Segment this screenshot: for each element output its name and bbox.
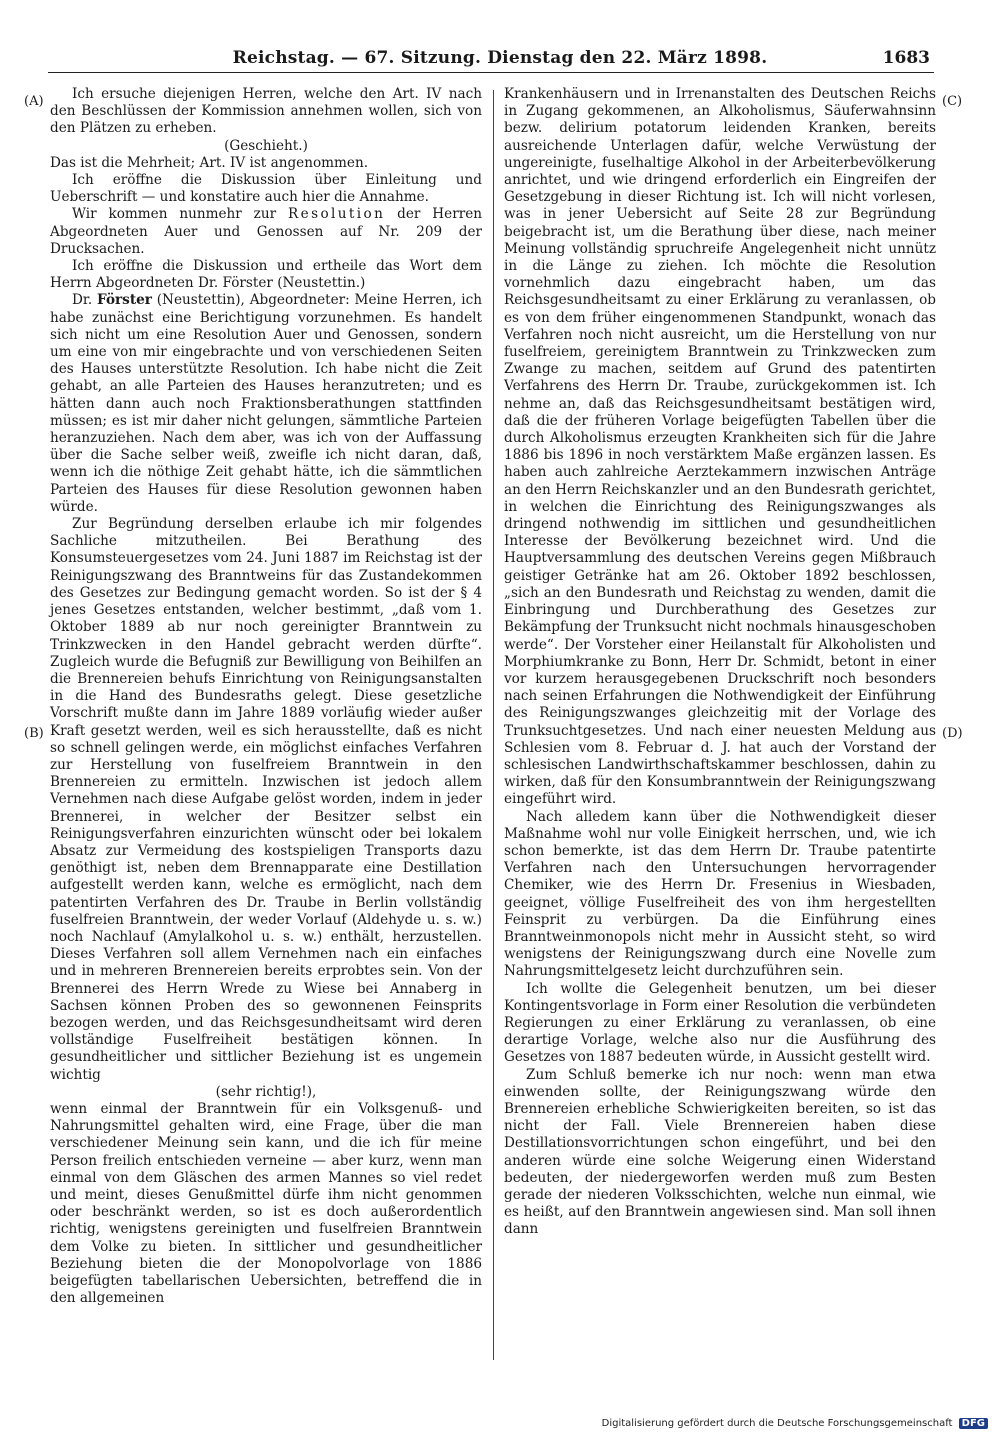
interjection: (sehr richtig!), (215, 1083, 317, 1100)
paragraph: Nach alledem kann über die Nothwendigkeit dieser Maßnahme wohl nur volle Einigkeit herrschen, und, wie ich schon bemerkte, ist das dem Herrn Dr. Traube patentirte Verfahren nach den Untersuchungen hervorragender Chemiker, wie des Herrn Dr. Fresenius in Wiesbaden, geeignet, völlige Fuselfreiheit des von ihm hergestellten Feinsprit zu verbürgen. Da die Einführung eines Branntweinmonopols nicht mehr in Aussicht steht, so wird wenigstens der Reinigungszwang durch eine Novelle zum Nahrungsmittelgesetz leicht durchzuführen sein. (504, 808, 936, 980)
margin-marker-d: (D) (942, 726, 963, 741)
page-number: 1683 (882, 48, 930, 68)
margin-marker-a: (A) (24, 94, 44, 109)
paragraph: Zur Begründung derselben erlaube ich mir folgendes Sachliche mitzutheilen. Bei Berathung des Konsumsteuergesetzes vom 24. Juni 1887 im Reichstag ist der Reinigungszwang des Branntweins für das Zustandekommen des Gesetzes zur Bedingung gemacht worden. So ist der § 4 jenes Gesetzes entstanden, welcher bestimmt, „daß vom 1. Oktober 1889 ab nur noch gereinigter Branntwein zu Trinkzwecken in den Handel gebracht werden dürfte“. Zugleich wurde die Befugniß zur Bewilligung von Beihilfen an die Brennereien behufs Einrichtung von Reinigungsanstalten in die Hand des Bundesraths gelegt. Diese gesetzliche Vorschrift mußte dann im Jahre 1889 vorläufig wieder außer Kraft gesetzt werden, weil es sich herausstellte, daß es nicht so schnell gelingen werde, ein möglichst einfaches Verfahren zur Herstellung von fuselfreiem Branntwein in den Brennereien zu ermitteln. Inzwischen ist jedoch allem Vernehmen nach diese Aufgabe gelöst worden, indem in jeder Brennerei, in welcher der Besitzer selbst ein Reinigungsverfahren einzurichten wünscht oder bei lokalem Absatz zur Vermeidung des kostspieligen Transports dazu genöthigt ist, neben dem Brennapparate eine Destillation aufgestellt werden kann, welche es ermöglicht, nach dem patentirten Verfahren des Dr. Traube in Berlin vollständig fuselfreien Branntwein, der weder Vorlauf (Aldehyde u. s. w.) noch Nachlauf (Amylalkohol u. s. w.) enthält, herzustellen. Dieses Verfahren soll allem Vernehmen nach ein einfaches und in mehreren Brennereien bereits erprobtes sein. Von der Brennerei des Herrn Wrede zu Wiese bei Annaberg in Sachsen können Proben des so gewonnenen Feinsprits bezogen werden, und das Reichsgesundheitsamt wird deren vollständige Fuselfreiheit bestätigen können. In gesundheitlicher und sittlicher Beziehung ist es ungemein wichtig (50, 516, 482, 1083)
speaker-name: Förster (97, 292, 152, 309)
text-run: Wir kommen nunmehr zur (72, 206, 288, 223)
paragraph: wenn einmal der Branntwein für ein Volksgenuß- und Nahrungsmittel gehalten wird, eine Frage, über die man verschiedener Meinung sein kann, und die ich für meine Person freilich entschieden verneine — aber kurz, wenn man einmal von dem Gläschen des armen Mannes so viel redet und meint, dieses Genußmittel dürfe ihm nicht genommen oder beschränkt werden, so ist es doch außerordentlich richtig, wenigstens gereinigten und fuselfreien Branntwein dem Volke zu bieten. In sittlicher und gesundheitlicher Beziehung bieten die der Monopolvorlage von 1886 beigefügten tabellarischen Uebersichten, betreffend die in den allgemeinen (50, 1100, 482, 1307)
left-column (50, 86, 482, 1307)
paragraph: Krankenhäusern und in Irrenanstalten des Deutschen Reichs in Zugang gekommenen, an Alkoholismus, Säuferwahnsinn bezw. delirium potatorum leidenden Kranken, bereits ausreichende Unterlagen dafür, welche Verwüstung der ungereinigte, fuselhaltige Alkohol in der Arbeiterbevölkerung anrichtet, und wie dringend erforderlich ein Eingreifen der Gesetzgebung in dieser Richtung ist. Ich will nicht vorlesen, was in jener Uebersicht auf Seite 28 zur Begründung beigebracht ist, um die Berathung über diese, nach meiner Meinung vollständig spruchreife Angelegenheit nicht unnütz in die Länge zu ziehen. Ich möchte die Resolution vornehmlich dazu eingebracht haben, um das Reichsgesundheitsamt zu einer Erklärung zu veranlassen, ob es von dem früher eingenommenen Standpunkt, wonach das Verfahren noch nicht ausreicht, um die Herstellung von nur fuselfreiem, gereinigtem Branntwein zu Trinkzwecken zum Zwange zu machen, seitdem auf Grund des patentirten Verfahrens des Herrn Dr. Traube, zurückgekommen ist. Ich nehme an, daß das Reichsgesundheitsamt bestätigen wird, daß die der früheren Vorlage beigefügten Tabellen über die durch Alkoholismus erzeugten Krankheiten sich für die Jahre 1886 bis 1896 in noch verstärktem Maße ergänzen lassen. Es haben auch zahlreiche Aerztekammern inzwischen Anträge an den Herrn Reichskanzler und an den Bundesrath gerichtet, in welchen die Einrichtung des Reinigungszwanges als dringend nothwendig im sittlichen und gesundheitlichen Interesse der Bevölkerung bezeichnet wird. Und die Hauptversammlung des deutschen Vereins gegen Mißbrauch geistiger Getränke hat am 26. Oktober 1892 beschlossen, „sich an den Bundesrath und Reichstag zu wenden, damit die Einbringung und Durchberathung des Gesetzes zur Bekämpfung der Trunksucht nicht nochmals hinausgeschoben werde“. Der Vorsteher einer Heilanstalt für Alkoholisten und Morphiumkranke zu Bonn, Herr Dr. Schmidt, betont in einer vor kurzem herausgegebenen Druckschrift noch besonders nach seinen Erfahrungen die Nothwendigkeit der Einführung des Reinigungszwanges gleichzeitig mit der Vorlage des Trunksuchtgesetzes. Und nach einer neuesten Meldung aus Schlesien vom 8. Februar d. J. hat auch der Vorstand der schlesischen Landwirthschaftskammer beschlossen, dahin zu wirken, daß für den Konsumbranntwein der Reinigungszwang eingeführt wird. (504, 86, 936, 808)
margin-marker-c: (C) (942, 94, 963, 109)
paragraph: Das ist die Mehrheit; Art. IV ist angenommen. (50, 154, 369, 171)
text-run: (Neustettin), Abgeordneter: Meine Herren, ich habe zunächst eine Berichtigung vorzunehmen. Es handelt sich nicht um eine Resolution Auer und Genossen, sondern um eine von mir eingebrachte und von verschiedenen Seiten des Hauses unterstützte Resolution. Ich habe nicht die Zeit gehabt, an alle Parteien des Hauses heranzutreten; und es hätten dann auch noch Fraktionsberathungen stattfinden müssen; es ist mir daher nicht gelungen, sämmtliche Parteien heranzuziehen. Nach dem aber, was ich von der Auffassung über die Sache selber weiß, zweifle ich nicht daran, daß, wenn ich die nöthige Zeit gehabt hätte, ich die sämmtlichen Parteien des Hauses für diese Resolution gewonnen haben würde. (50, 292, 483, 515)
paragraph: Ich eröffne die Diskussion über Einleitung und Ueberschrift — und konstatire auch hier die Annahme. (50, 172, 482, 206)
paragraph: Ich wollte die Gelegenheit benutzen, um bei dieser Kontingentsvorlage in Form einer Resolution die verbündeten Regierungen zu einer Erklärung zu veranlassen, ob eine derartige Vorlage, welche also nur die Ausführung des Gesetzes von 1887 bedeuten würde, in Aussicht gestellt wird. (504, 980, 936, 1066)
spaced-word: Resolution (287, 206, 386, 223)
header-rule (48, 72, 934, 73)
running-head: Reichstag. — 67. Sitzung. Dienstag den 22. März 1898. (232, 48, 768, 68)
paragraph: Ich ersuche diejenigen Herren, welche den Art. IV nach den Beschlüssen der Kommission annehmen wollen, sich von den Plätzen zu erheben. (50, 86, 482, 137)
paragraph: Ich eröffne die Diskussion und ertheile das Wort dem Herrn Abgeordneten Dr. Förster (Neustettin.) (50, 258, 482, 292)
column-divider (493, 90, 494, 1360)
text-run: Dr. (72, 292, 98, 309)
text-run: der Herren Abgeordneten Auer und Genossen auf Nr. 209 der Drucksachen. (50, 206, 482, 257)
right-column (504, 86, 936, 1239)
speaker-paragraph (50, 292, 482, 516)
footer-credit (602, 1418, 988, 1429)
dfg-logo: DFG (959, 1418, 988, 1429)
margin-marker-b: (B) (24, 726, 44, 741)
page-header (0, 48, 1000, 70)
interjection: (Geschieht.) (224, 137, 308, 154)
footer-text: Digitalisierung gefördert durch die Deutsche Forschungsgemeinschaft (601, 1418, 953, 1429)
paragraph: Zum Schluß bemerke ich nur noch: wenn man etwa einwenden sollte, der Reinigungszwang würde den Brennereien erhebliche Schwierigkeiten bereiten, so ist das nicht der Fall. Viele Brennereien haben diese Destillationsvorrichtungen schon eingeführt, und bei den anderen würde eine solche Weigerung einen Widerstand bedeuten, der niedergeworfen werden muß zum Besten gerade der niederen Volksschichten, welche nun einmal, wie es heißt, auf den Branntwein angewiesen sind. Man soll ihnen dann (504, 1066, 936, 1238)
paragraph (50, 206, 482, 258)
